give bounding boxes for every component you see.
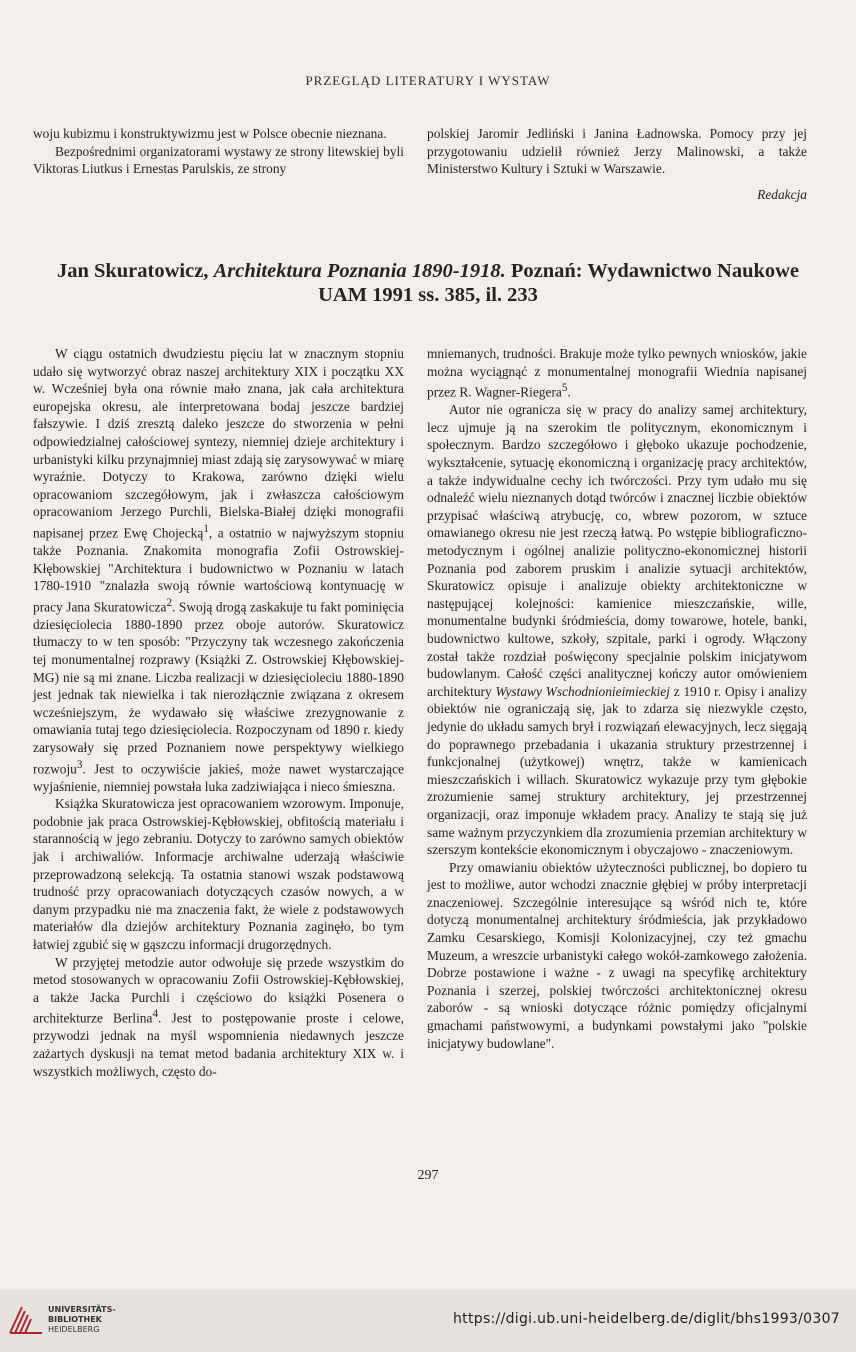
paragraph: W ciągu ostatnich dwudziestu pięciu lat w znacznym stopniu udało się wytworzyć obraz naszej architektury XIX i początku XX w. Wcześniej była ona równie mało znana, jak cała architektura europejska okresu, ale interpretowana bodaj jeszcze bardziej fałszywie. I dziś zresztą daleko jeszcze do stworzenia w pełni odpowiedzialnej całościowej syntezy, niemniej dzieje architektury i urbanistyki kilku przynajmniej miast zdają się zarysowywać w miarę wyraźnie. Dotyczy to Krakowa, zarówno dzięki wielu opracowaniom szczegółowym, jak i zwłaszcza całościowym opracowaniom Jerzego Purchli, Bielska-Białej dzięki monografii napisanej przez Ewę Chojecką$^1$, a ostatnio w najwyższym stopniu także Poznania. Znakomita monografia Zofii Ostrowskiej-Kłębowskiej "Architektura i budownictwo w Poznaniu w latach 1780-1910 "znalazła swoją równie wartościową kontynuację w pracy Jana Skuratowicza$^2$. Swoją drogą zaskakuje tu fakt pominięcia dziesięciolecia 1880-1890 przez oboje autorów. Skuratowicz tłumaczy to w ten sposób: "Przyczyny tak wczesnego zakończenia tej monumentalnej rozprawy (Książki Z. Ostrowskiej Kłębowskiej-MG) nie są mi znane. Liczba realizacji w dziesięcioleciu 1880-1890 jest jednak tak niewielka i tak nierozłącznie związana z okresem wcześniejszym, że wydawało się właściwe zrezygnowanie z omawiania tutaj tego dziesięciolecia. Rozpoczynam od 1890 r. kiedy zarysowały się przed Poznaniem nowe perspektywy wielkiego rozwoju$^3$. Jest to oczywiście jakieś, może nawet wystarczające wyjaśnienie, niemniej powstała luka zadziwiająca i nieco śmieszna. [33, 346, 404, 794]
paragraph: polskiej Jaromir Jedliński i Janina Ładnowska. Pomocy przy jej przygotowaniu udzielił również Jerzy Malinowski, a także Ministerstwo Kultury i Sztuki w Warszawie. [427, 126, 807, 177]
page-number: 297 [417, 1168, 439, 1183]
permalink-url[interactable]: https://digi.ub.uni-heidelberg.de/diglit/bhs1993/0307 [453, 1311, 840, 1327]
top-left-column [33, 125, 404, 178]
footnote-ref: 4 [152, 1008, 159, 1021]
review-book-title: Architektura Poznania 1890-1918. [213, 260, 506, 282]
paragraph: W przyjętej metodzie autor odwołuje się przede wszystkim do metod stosowanych w opracowaniu Zofii Ostrowskiej-Kębłowskiej, a także Jacka Purchli i częściowo do książki Posenera o architekturze Berlina$^4$. Jest to postępowanie proste i celowe, przywodzi jednak na myśl wspomnienia niedawnych jeszcze zażartych dyskusji na temat metod badania architektury XIX w. i wszystkich możliwych, często do- [33, 954, 404, 1079]
body-right-column [427, 345, 807, 1052]
footnote-ref: 1 [203, 522, 209, 535]
running-header: PRZEGLĄD LITERATURY I WYSTAW [305, 73, 551, 88]
paragraph: mniemanych, trudności. Brakuje może tylko pewnych wniosków, jakie można wyciągnąć z monumentalnej monografii Wiednia napisanej przez R. Wagner-Riegera$^5$. [427, 346, 807, 400]
footnote-ref: 3 [76, 758, 83, 771]
body-left-column [33, 345, 404, 1080]
paragraph: Przy omawianiu obiektów użyteczności publicznej, bo dopiero tu jest to możliwe, autor wchodzi znacznie głębiej w próby interpretacji znaczeniowej. Szczególnie interesujące są wśród nich te, które dotyczą monumentalnej architektury śródmieścia, jak przykładowo Zamku Cesarskiego, Komisji Kolonizacyjnej, czy też gmachu Muzeum, a wreszcie urbanistyki całego wokół-zamkowego założenia. Dobrze postawione i ważne - z uwagi na specyfikę architektury Poznania i szerzej, polskiej twórczości architektonicznej okresu zaborów - są wnioski dotyczące różnic pomiędzy oficjalnymi gmachami państwowymi, a budynkami powstałymi jako "polskie inicjatywy budowlane". [427, 859, 807, 1051]
paragraph: woju kubizmu i konstruktywizmu jest w Polsce obecnie nieznana. [33, 126, 387, 141]
paragraph: Autor nie ogranicza się w pracy do analizy samej architektury, lecz ujmuje ją na szerokim tle politycznym, ekonomicznym i społecznym. Bardzo szczegółowo i głęboko ukazuje pochodzenie, wykształcenie, sytuację ekonomiczną i organizację pracy architektów, a także indywidualne cechy ich twórczości. Przy tym udało mu się odnaleźć wielu nieznanych dotąd twórców i znacznej liczbie obiektów przypisać właściwą atrybucję, co, wbrew pozorom, w sztuce omawianego okresu nie jest rzeczą łatwą. Po wstępie bibliograficzno-metodycznym i ogólnej analizie polityczno-ekonomicznej historii Poznania pod zaborem pruskim i analizie sytuacji architektów, Skuratowicz opisuje i analizuje obiekty architektoniczne w następującej kolejności: kamienice mieszczańskie, wille, monumentalne budynki śródmieścia, domy towarowe, hotele, banki, budownictwo kultowe, szkoły, szpitale, parki i ogrody. Włączony został także rozdział poświęcony specjalnie polskim inicjatywom budowlanym. Całość części analitycznej kończy autor omówieniem architektury Wystawy Wschodnionieimieckiej z 1910 r. Opisy i analizy obiektów nie ograniczają się, jak to zdarza się niezwykle często, jedynie do układu samych brył i rozwiązań elewacyjnych, lecz sięgają do poprawnego przebadania i ukazania struktury przestrzennej i funkcjonalnej (użytkowej) wnętrz, także w kamienicach mieszczańskich i willach. Skuratowicz wykazuje przy tym głębokie zrozumienie samej struktury architektury, jej przestrzennej organizacji, oraz imponuje wkładem pracy. Analizy te stają się już same ważnym przyczynkiem dla zrozumienia przemian architektury w szerszym kontekście ekonomicznym i obyczajowo - znaczeniowym. [427, 402, 807, 858]
review-author: Jan Skuratowicz, [56, 260, 214, 282]
footnote-ref: 5 [561, 382, 568, 395]
paragraph: Książka Skuratowicza jest opracowaniem wzorowym. Imponuje, podobnie jak praca Ostrowskiej-Kębłowskiej, obfitością materiału i starannością w jego zebraniu. Dotyczy to zarówno samych obiektów jak i archiwaliów. Informacje archiwalne uderzają właściwie przeprowadzoną selekcją. Ta ostatnia stanowi wszak podstawową trudność przy opracowaniach dotyczących czasów nowych, a w danym przypadku nie ma znaczenia fakt, że wiele z podstawowych materiałów dla dziejów architektury Poznania zaginęło, bo tym łatwiej zgubić się w gąszczu informacji drugorzędnych. [33, 796, 404, 952]
viewer-footer [0, 1290, 856, 1352]
library-logo-icon[interactable] [8, 1303, 44, 1339]
library-name: UNIVERSITÄTS- BIBLIOTHEK HEIDELBERG [48, 1305, 116, 1334]
top-right-column [427, 125, 807, 203]
review-publisher: Poznań: Wydawnictwo Naukowe UAM 1991 ss. 385, il. 233 [318, 260, 800, 306]
signature: Redakcja [757, 186, 807, 202]
review-heading [40, 259, 816, 307]
paragraph: Bezpośrednimi organizatorami wystawy ze strony litewskiej byli Viktoras Liutkus i Ernestas Parulskis, ze strony [33, 143, 404, 177]
footnote-ref: 2 [166, 596, 173, 609]
